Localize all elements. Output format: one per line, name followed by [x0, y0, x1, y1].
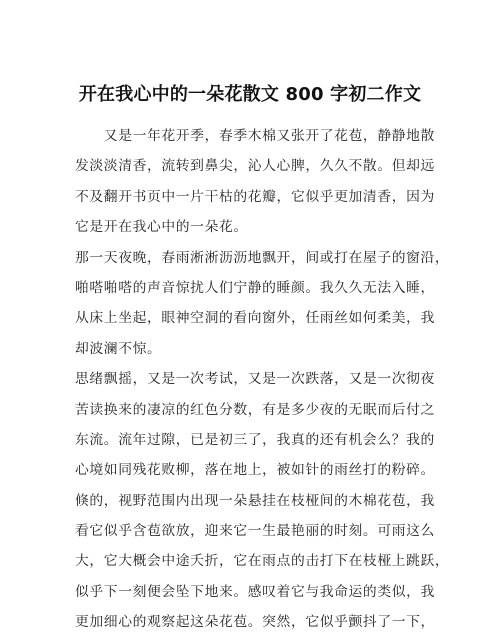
text-line: 更加细心的观察起这朵花苞。突然，它似乎颤抖了一下， — [75, 614, 435, 631]
text-line: 从床上坐起，眼神空洞的看向窗外，任雨丝如何柔美，我 — [75, 310, 435, 327]
text-line: 苦读换来的凄凉的红色分数，有是多少夜的无眠而后付之 — [75, 401, 435, 418]
text-line: 不及翻开书页中一片干枯的花瓣，它似乎更加清香，因为 — [75, 188, 435, 205]
text-line: 似乎下一刻便会坠下地来。感叹着它与我命运的类似，我 — [75, 583, 435, 600]
text-line: 大，它大概会中途夭折，它在雨点的击打下在枝桠上跳跃， — [75, 553, 450, 570]
text-line: 看它似乎含苞欲放，迎来它一生最艳丽的时刻。可雨这么 — [75, 523, 435, 540]
text-line: 却波澜不惊。 — [75, 340, 162, 357]
article-body — [75, 121, 450, 638]
text-line: 心境如同残花败柳，落在地上，被如针的雨丝打的粉碎。 — [75, 462, 435, 479]
document-title: 开在我心中的一朵花散文 800 字初二作文 — [78, 84, 422, 105]
text-line: 发淡淡清香，流转到鼻尖，沁人心脾，久久不散。但却远 — [75, 158, 435, 175]
text-line: 它是开在我心中的一朵花。 — [75, 219, 248, 236]
text-line: 思绪飘摇，又是一次考试，又是一次跌落，又是一次彻夜 — [75, 371, 435, 388]
text-line: 那一天夜晚，春雨淅淅沥沥地飘开，间或打在屋子的窗沿， — [75, 249, 450, 266]
text-line: 东流。流年过隙，已是初三了，我真的还有机会么？我的 — [75, 431, 435, 448]
text-line: 倏的，视野范围内出现一朵悬挂在枝桠间的木棉花苞，我 — [75, 492, 435, 509]
text-line: 又是一年花开季，春季木棉又张开了花苞，静静地散 — [75, 128, 435, 144]
text-line: 啪嗒啪嗒的声音惊扰人们宁静的睡颜。我久久无法入睡， — [75, 279, 435, 296]
